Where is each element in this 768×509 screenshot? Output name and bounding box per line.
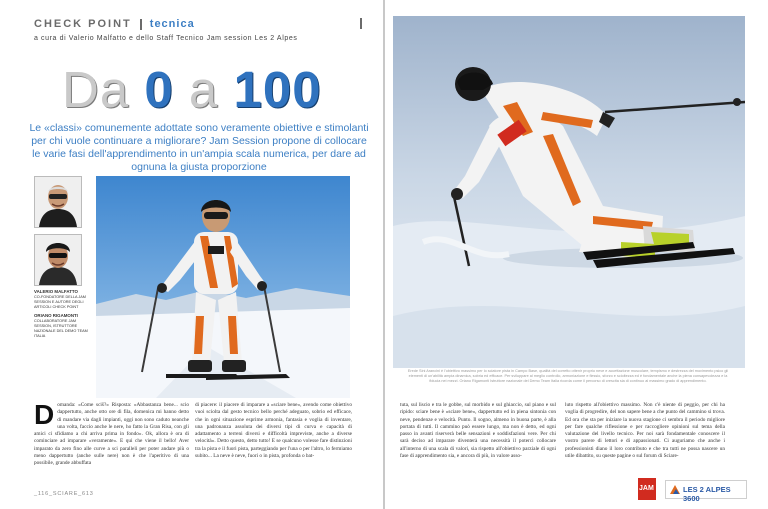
jam-logo-text: JAM [639, 485, 654, 492]
body-column-2 [195, 402, 352, 460]
right-page [385, 0, 768, 509]
category-label: tecnica [149, 18, 195, 30]
body-column-1 [34, 399, 189, 468]
bio-text: CO-FONDATORE DELLA JAM SESSION E AUTORE DEGLI ARTICOLI CHECK POINT [34, 295, 86, 309]
bio-name: VALERIO MALFATTO [34, 289, 78, 294]
title-hundred: 100 [233, 61, 322, 118]
author-bios [34, 289, 92, 339]
bio-name: ORIANO RIGAMONTI [34, 313, 78, 318]
title-a: a [188, 61, 219, 118]
section-label: CHECK POINT [34, 18, 132, 30]
article-title [62, 62, 322, 118]
header-separator [360, 18, 362, 29]
portrait-valerio-malfatto [34, 176, 82, 228]
page-folio: _116_SCIARE_613 [34, 491, 94, 497]
body-text: omanda: «Come sciš?» Risposta: «Abbastanza bene... scio dappertutto, anche otto ore di fila, domenica mi hanno detto di mandare via dagli impianti, oggi non sono caduto neanche una volta, faccio anche le nere, ho fatto la Gran Risa, con gli amici ci sfidiamo a chi arriva prima in fondo». Ok, allora è ora di cominciare ad imparare «veramente». E qui che viene il bello! Aver imparato da zero fino alle curve a sci paralleli per poter andare più o meno dappertutto (anche sulle nere) non è che l'aperitivo di una possibile, grande abbuffata [34, 402, 189, 467]
jam-session-logo [638, 478, 656, 500]
les2alpes-logo-text: LES 2 ALPES 3600 [683, 485, 731, 503]
portrait-oriano-rigamonti [34, 234, 82, 286]
body-column-4 [565, 402, 725, 460]
body-column-3 [400, 402, 556, 460]
title-zero: 0 [144, 61, 174, 118]
skier-photo-small [96, 176, 350, 398]
les2alpes-logo [665, 480, 747, 503]
body-text: tuta, sul liscio e tra le gobbe, sul morbido e sul ghiaccio, sul piano e sul ripido: sciare bene è «sciare bene», dappertutto ed in piena sintonia con neve, pendenze e velocità. Punto. Il sogno, almeno in buona parte, è alla portata di tutti. Il cammino può essere lungo, ma non è detto, ed ogni passo in avanti riserverà belle sensazioni e soddisfazioni vere. Per chi sarà deciso ad imparare diventerà una necessità il poterci collocare all'interno di una scala di valori, sia rispetto all'obiettivo parziale di ogni fase di apprendimento sia, e ancora di più, in valore asso- [400, 402, 556, 460]
bio-text: COLLABORATORE JAM SESSION, ISTRUTTORE NAZIONALE DEL DEMO TEAM ITALIA [34, 319, 88, 338]
mountain-icon [670, 484, 680, 494]
title-da: Da [62, 61, 130, 118]
body-text: di piacere: il piacere di imparare a «sciare bene», avendo come obiettivo vuoi sciolta dal gesto tecnico bello perché adeguato, sobrio ed efficace, che in ogni situazione esprime armonia, fantasia e voglia di inventare, una padronanza assoluta dei diversi tipi di curva e capacità di adattamento a terreni diversi e difficoltà impreviste, anche a diverse velocità». Detto questo, detto tutto! E se qualcuno volesse fare distinzioni tra la pista e il fuori pista, parteggiando per l'una o per l'altro, lo fermiamo subito... La neve è neve, fuori o in pista, profonda o bat- [195, 402, 352, 460]
photo-caption: Erede Sini Arancini è l'obiettivo massimo per lo sciatore pista in Campo Base, qualità del corretto ottenir proprio neve e accettazione muscolare, tempismo e destrezza del movimento psico gli elementi di un'abilità ampia dinamica, sobria ed efficace. Per sviluppare al meglio controllo, armoniazione e flessio, sforzo e scioltezza ed è fondamentale anche la piena consapevolezza e la fiducia nei mezzi. Oriano Rigamonti Istruttore nazionale del Demo Team Italia ricorda come il percorso di crescita sia di continuo al massimo grado di apprendimento. [407, 369, 729, 383]
article-lead: Le «classi» comunemente adottate sono veramente obiettive e stimolanti per chi vuole continuare a migliorare? Jam Session propone di collocare le varie fasi dell'apprendimento in un'ampia scala numerica, per dare ad ognuna la giusta proporzione [29, 122, 369, 173]
skier-photo-large [393, 16, 745, 368]
header-separator [140, 19, 142, 30]
drop-cap: D [34, 399, 55, 430]
article-credit: a cura di Valerio Malfatto e dello Staff Tecnico Jam session Les 2 Alpes [34, 35, 298, 42]
left-page [0, 0, 383, 509]
body-text: luto rispetto all'obiettivo massimo. Non c'è niente di peggio, per chi ha voglia di progredire, del non sapere bene a che punto del cammino si trova. Ed ora che sta per iniziare la nuova stagione ci sembra il periodo migliore per fare qualche riflessione e per raccogliere opinioni sul tema della valutazione del livello tecnico. Per noi sarà fondamentale conoscere il vostro parere di lettori e di appassionati. Ci auguriamo che anche i professionisti diano il loro contributo e che tra tutti ne possa nascere un utile dibattito, su queste pagine o sul forum di Sciare- [565, 402, 725, 460]
section-header [34, 18, 195, 30]
